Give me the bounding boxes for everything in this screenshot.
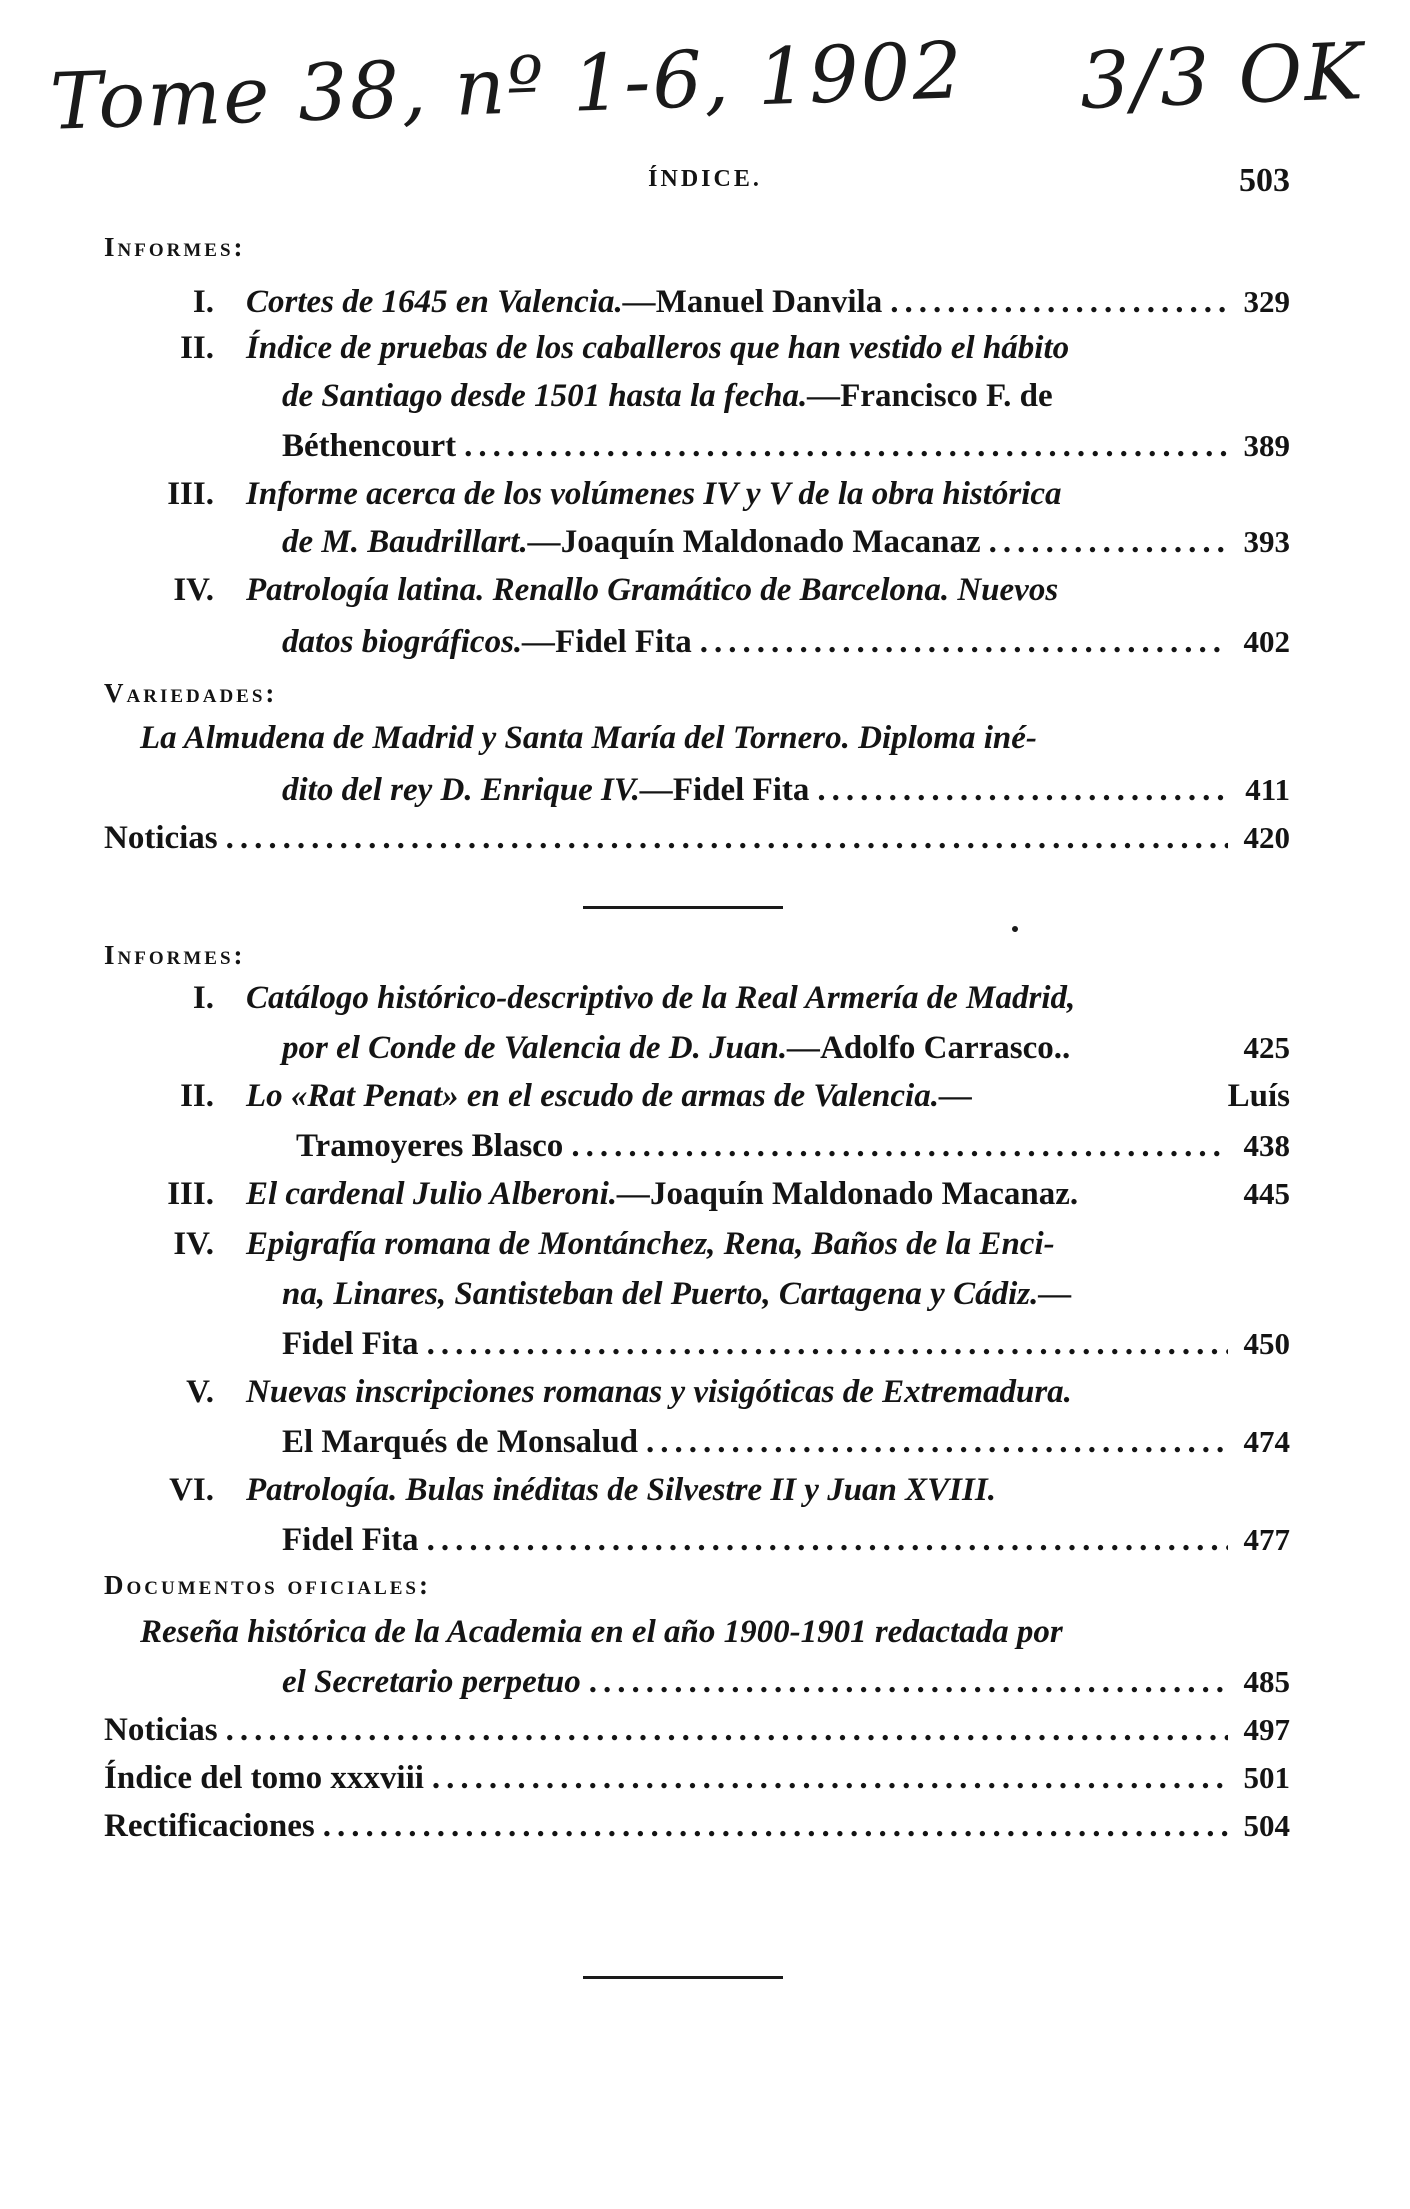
item-number: IV. (173, 572, 214, 608)
entry-title: dito del rey D. Enrique IV.— (282, 772, 673, 808)
annotation-right: 3/3 OK (1078, 27, 1367, 127)
dot-leader (817, 772, 1228, 809)
toc-entry-indice-tomo (104, 1760, 1290, 1797)
entry-author: Manuel Danvila (655, 284, 883, 320)
entry-title: La Almudena de Madrid y Santa María del Tornero. Diploma iné- (140, 720, 1037, 756)
entry-author: Fidel Fita (555, 624, 692, 660)
entry-title: el Secretario perpetuo (282, 1664, 581, 1700)
entry-title: Patrología latina. Renallo Gramático de Barcelona. Nuevos (246, 572, 1059, 608)
entry-title: Lo «Rat Penat» en el escudo de armas de Valencia.— (246, 1078, 972, 1114)
entry-author: Francisco F. de (840, 378, 1053, 414)
item-number: IV. (173, 1226, 214, 1262)
toc-entry-patrologia-latina (282, 624, 1290, 661)
toc-entry-indice-pruebas (282, 428, 1290, 465)
entry-page: 402 (1243, 624, 1290, 659)
entry-line (246, 1078, 1290, 1115)
entry-title: datos biográficos.— (282, 624, 556, 660)
running-head-title: ÍNDICE. (648, 166, 762, 192)
entry-author: Joaquín Maldonado Macanaz. (650, 1176, 1079, 1212)
dot-leader (890, 284, 1228, 321)
running-head (0, 162, 1410, 202)
item-number: I. (192, 284, 214, 320)
dot-leader (427, 1522, 1228, 1559)
dot-leader (989, 524, 1228, 561)
item-number: III. (167, 476, 214, 512)
toc-entry-cortes (246, 284, 1290, 321)
entry-page: 501 (1243, 1760, 1290, 1795)
toc-entry-armeria (282, 1030, 1290, 1067)
handwritten-annotation (40, 22, 1380, 172)
entry-author: El Marqués de Monsalud (282, 1424, 639, 1460)
entry-line (140, 720, 1037, 757)
entry-page: 420 (1243, 820, 1290, 855)
entry-line (246, 1472, 996, 1509)
entry-line (246, 980, 1075, 1017)
entry-title: Patrología. Bulas inéditas de Silvestre II y Juan XVIII. (246, 1472, 996, 1508)
entry-title: por el Conde de Valencia de D. Juan.— (282, 1030, 821, 1066)
entry-page: 497 (1243, 1712, 1290, 1747)
annotation-left: Tome 38, nº 1-6, 1902 (48, 26, 966, 148)
entry-title: Cortes de 1645 en Valencia.— (246, 284, 656, 320)
toc-entry-resena (282, 1664, 1290, 1701)
entry-line (246, 476, 1062, 513)
entry-author: Tramoyeres Blasco (296, 1128, 564, 1164)
toc-entry-inscripciones (282, 1424, 1290, 1461)
entry-title: Índice de pruebas de los caballeros que han vestido el hábito (246, 330, 1070, 366)
heading-documentos: Documentos oficiales: (104, 1570, 431, 1600)
entry-page: 474 (1243, 1424, 1290, 1459)
item-number: V. (186, 1374, 214, 1410)
toc-entry-rat-penat (296, 1128, 1290, 1165)
heading-variedades: Variedades: (104, 678, 278, 708)
entry-page: 485 (1243, 1664, 1290, 1699)
entry-line (246, 1226, 1055, 1263)
entry-author: Fidel Fita (282, 1522, 419, 1558)
dot-leader (700, 624, 1228, 661)
entry-page: 329 (1243, 284, 1290, 319)
entry-title: de M. Baudrillart.— (282, 524, 561, 560)
entry-line (246, 1374, 1072, 1411)
entry-line (282, 378, 1053, 415)
entry-title: Epigrafía romana de Montánchez, Rena, Baños de la Enci- (246, 1226, 1055, 1262)
entry-title: de Santiago desde 1501 hasta la fecha.— (282, 378, 841, 414)
entry-page: 445 (1243, 1176, 1290, 1211)
item-number: II. (180, 330, 214, 366)
entry-page: 393 (1243, 524, 1290, 559)
entry-page: 450 (1243, 1326, 1290, 1361)
entry-title: na, Linares, Santisteban del Puerto, Cartagena y Cádiz.— (282, 1276, 1072, 1312)
heading-informes-1: Informes: (104, 232, 246, 262)
entry-author: Béthencourt (282, 428, 457, 464)
dot-leader (571, 1128, 1228, 1165)
dot-leader (427, 1326, 1228, 1363)
toc-entry-almudena (282, 772, 1290, 809)
toc-entry-bulas (282, 1522, 1290, 1559)
entry-page: 411 (1245, 772, 1290, 807)
item-number: VI. (169, 1472, 214, 1508)
entry-page: 438 (1243, 1128, 1290, 1163)
toc-entry-noticias-1 (104, 820, 1290, 857)
end-rule (583, 1976, 783, 1979)
entry-line (246, 572, 1058, 609)
section-divider (583, 906, 783, 909)
entry-line (282, 1276, 1071, 1313)
entry-page: 477 (1243, 1522, 1290, 1557)
entry-line (246, 330, 1069, 367)
entry-title: Índice del tomo xxxviii (104, 1760, 424, 1796)
dot-leader (226, 1712, 1228, 1749)
toc-entry-alberoni (246, 1176, 1290, 1213)
entry-title: Informe acerca de los volúmenes IV y V de la obra histórica (246, 476, 1062, 512)
toc-entry-epigrafia (282, 1326, 1290, 1363)
print-speck (1012, 926, 1018, 932)
dot-leader (646, 1424, 1228, 1461)
dot-leader (589, 1664, 1228, 1701)
entry-title: Noticias (104, 820, 218, 856)
entry-line (140, 1614, 1063, 1651)
entry-author: Adolfo Carrasco.. (820, 1030, 1071, 1066)
entry-author: Luís (1227, 1078, 1290, 1114)
dot-leader (464, 428, 1228, 465)
toc-entry-noticias-2 (104, 1712, 1290, 1749)
heading-informes-2: Informes: (104, 940, 246, 970)
entry-page: 425 (1243, 1030, 1290, 1065)
page-number: 503 (1239, 162, 1290, 199)
item-number: I. (192, 980, 214, 1016)
entry-title: Rectificaciones (104, 1808, 315, 1844)
entry-title: Noticias (104, 1712, 218, 1748)
item-number: III. (167, 1176, 214, 1212)
entry-title: Catálogo histórico-descriptivo de la Real Armería de Madrid, (246, 980, 1076, 1016)
dot-leader (226, 820, 1228, 857)
entry-author: Joaquín Maldonado Macanaz (560, 524, 981, 560)
entry-author: Fidel Fita (672, 772, 810, 808)
dot-leader (323, 1808, 1228, 1845)
entry-title: Nuevas inscripciones romanas y visigóticas de Extremadura. (246, 1374, 1072, 1410)
entry-title: El cardenal Julio Alberoni.— (246, 1176, 650, 1212)
toc-entry-rectificaciones (104, 1808, 1290, 1845)
dot-leader (432, 1760, 1228, 1797)
entry-page: 504 (1243, 1808, 1290, 1843)
toc-entry-informe-baudrillart (282, 524, 1290, 561)
item-number: II. (180, 1078, 214, 1114)
entry-author: Fidel Fita (282, 1326, 419, 1362)
entry-title: Reseña histórica de la Academia en el año 1900-1901 redactada por (140, 1614, 1063, 1650)
entry-page: 389 (1243, 428, 1290, 463)
